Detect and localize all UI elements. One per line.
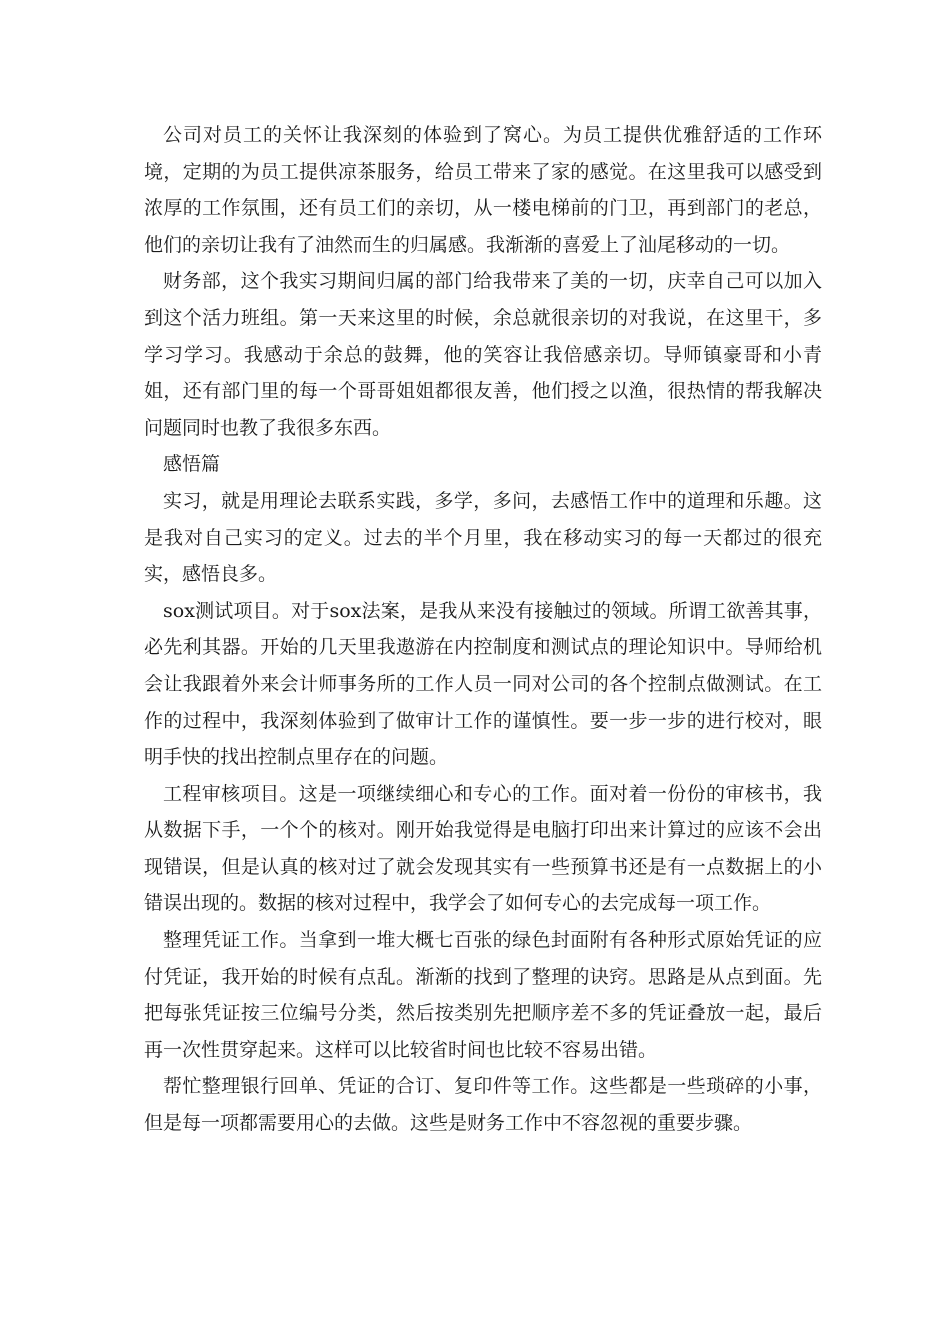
- paragraph-internship-definition: 实习，就是用理论去联系实践，多学，多问，去感悟工作中的道理和乐趣。这是我对自己实习的定义。过去的半个月里，我在移动实习的每一天都过的很充实，感悟良多。: [144, 489, 822, 586]
- paragraph-bank-receipts: 帮忙整理银行回单、凭证的合订、复印件等工作。这些都是一些琐碎的小事，但是每一项都需要用心的去做。这些是财务工作中不容忽视的重要步骤。: [144, 1075, 822, 1135]
- paragraph-employee-care: 公司对员工的关怀让我深刻的体验到了窝心。为员工提供优雅舒适的工作环境，定期的为员工提供凉茶服务，给员工带来了家的感觉。在这里我可以感受到浓厚的工作氛围，还有员工们的亲切，从一楼电梯前的门卫，再到部门的老总，他们的亲切让我有了油然而生的归属感。我渐渐的喜爱上了汕尾移动的一切。: [144, 124, 822, 256]
- paragraph-finance-department: 财务部，这个我实习期间归属的部门给我带来了美的一切，庆幸自己可以加入到这个活力班组。第一天来这里的时候，余总就很亲切的对我说，在这里干，多学习学习。我感动于余总的鼓舞，他的笑容让我倍感亲切。导师镇豪哥和小青姐，还有部门里的每一个哥哥姐姐都很友善，他们授之以渔，很热情的帮我解决问题同时也教了我很多东西。: [144, 270, 822, 439]
- paragraph-voucher-sorting: 整理凭证工作。当拿到一堆大概七百张的绿色封面附有各种形式原始凭证的应付凭证，我开始的时候有点乱。渐渐的找到了整理的诀窍。思路是从点到面。先把每张凭证按三位编号分类，然后按类别先把顺序差不多的凭证叠放一起，最后再一次性贯穿起来。这样可以比较省时间也比较不容易出错。: [144, 929, 822, 1061]
- paragraph-engineering-audit: 工程审核项目。这是一项继续细心和专心的工作。面对着一份份的审核书，我从数据下手，一个个的核对。刚开始我觉得是电脑打印出来计算过的应该不会出现错误，但是认真的核对过了就会发现其实有一些预算书还是有一点数据上的小错误出现的。数据的核对过程中，我学会了如何专心的去完成每一项工作。: [144, 782, 822, 915]
- document-page: [144, 117, 822, 1142]
- section-heading-reflections: 感悟篇: [163, 453, 221, 476]
- paragraph-sox-project: sox测试项目。对于sox法案，是我从来没有接触过的领域。所谓工欲善其事，必先利其器。开始的几天里我遨游在内控制度和测试点的理论知识中。导师给机会让我跟着外来会计师事务所的工作人员一同对公司的各个控制点做测试。在工作的过程中，我深刻体验到了做审计工作的谨慎性。要一步一步的进行校对，眼明手快的找出控制点里存在的问题。: [144, 599, 822, 769]
